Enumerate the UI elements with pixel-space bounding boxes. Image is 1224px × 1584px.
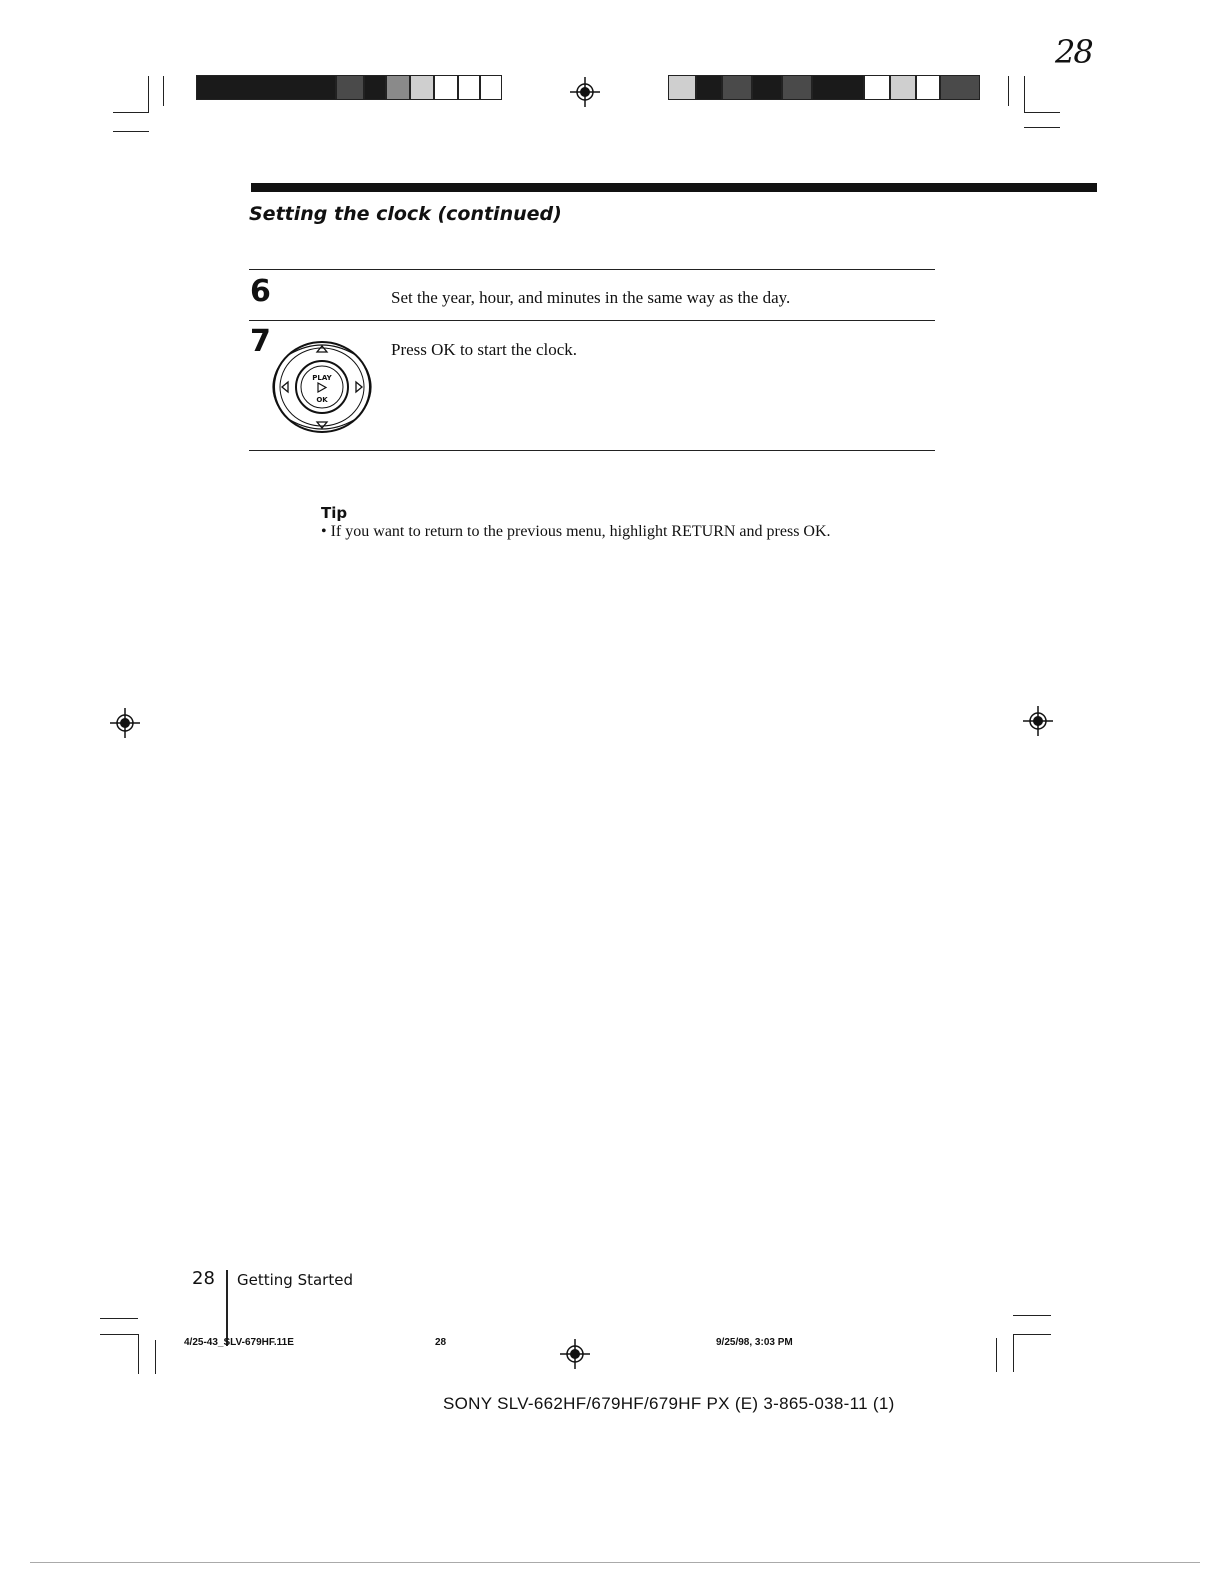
crop-mark-top-right-v bbox=[1008, 76, 1009, 106]
bar-cell bbox=[752, 75, 782, 100]
bar-cell bbox=[916, 75, 940, 100]
crop-mark-top-right-h bbox=[1024, 112, 1060, 113]
document-id: SONY SLV-662HF/679HF/679HF PX (E) 3-865-038-11 (1) bbox=[443, 1394, 895, 1413]
section-title: Setting the clock (continued) bbox=[249, 203, 562, 225]
color-bar-right bbox=[668, 75, 980, 100]
step-text-7: Press OK to start the clock. bbox=[391, 340, 578, 359]
footer-section-name: Getting Started bbox=[237, 1271, 353, 1289]
crop-mark-top-left-v2 bbox=[163, 76, 164, 106]
bar-cell bbox=[782, 75, 812, 100]
crop-mark-bottom-left-v2 bbox=[155, 1340, 156, 1374]
scan-edge-line bbox=[30, 1562, 1200, 1563]
play-label: PLAY bbox=[312, 374, 332, 382]
handwritten-page-number: 28 bbox=[1055, 33, 1092, 71]
bar-cell bbox=[722, 75, 752, 100]
step-number-6: 6 bbox=[250, 274, 271, 309]
crop-mark-bottom-right-h bbox=[1013, 1334, 1051, 1335]
crop-mark-top-right-h2 bbox=[1024, 127, 1060, 128]
crop-mark-bottom-right-v2 bbox=[1013, 1334, 1014, 1372]
tip-item: • If you want to return to the previous menu, highlight RETURN and press OK. bbox=[321, 523, 831, 540]
footer-separator bbox=[226, 1270, 228, 1346]
crop-mark-top-left-v bbox=[148, 76, 149, 112]
crop-mark-top-left-h2 bbox=[113, 131, 149, 132]
bar-cell bbox=[812, 75, 864, 100]
slug-file: 4/25-43_SLV-679HF.11E bbox=[184, 1337, 294, 1348]
remote-dial-illustration bbox=[270, 338, 374, 436]
crop-mark-bottom-left-h2 bbox=[100, 1334, 138, 1335]
slug-datetime: 9/25/98, 3:03 PM bbox=[716, 1337, 793, 1348]
bar-cell bbox=[480, 75, 502, 100]
bar-cell bbox=[434, 75, 458, 100]
registration-mark-top bbox=[570, 77, 600, 107]
bar-cell bbox=[458, 75, 480, 100]
step-divider-rule bbox=[249, 320, 935, 321]
bar-cell bbox=[364, 75, 386, 100]
crop-mark-bottom-right-v bbox=[996, 1338, 997, 1372]
step-text-6: Set the year, hour, and minutes in the same way as the day. bbox=[391, 288, 791, 307]
registration-mark-bottom bbox=[560, 1339, 590, 1369]
crop-mark-bottom-left-h bbox=[100, 1318, 138, 1319]
crop-mark-top-right-v2 bbox=[1024, 76, 1025, 112]
section-rule bbox=[251, 183, 1097, 192]
slug-page: 28 bbox=[435, 1337, 447, 1348]
step-table-bottom-rule bbox=[249, 450, 935, 451]
step-number-7: 7 bbox=[250, 324, 271, 359]
ok-label: OK bbox=[316, 396, 328, 404]
bar-cell bbox=[864, 75, 890, 100]
bar-cell bbox=[336, 75, 364, 100]
crop-mark-bottom-left-v bbox=[138, 1334, 139, 1374]
registration-mark-right bbox=[1023, 706, 1053, 736]
registration-mark-left bbox=[110, 708, 140, 738]
bar-cell bbox=[890, 75, 916, 100]
bar-cell bbox=[696, 75, 722, 100]
bar-cell bbox=[410, 75, 434, 100]
bar-cell bbox=[668, 75, 696, 100]
crop-mark-top-left-h bbox=[113, 112, 149, 113]
color-bar-left bbox=[196, 75, 502, 100]
footer-page-number: 28 bbox=[192, 1268, 215, 1289]
bar-cell bbox=[386, 75, 410, 100]
crop-mark-bottom-right-h2 bbox=[1013, 1315, 1051, 1316]
tip-heading: Tip bbox=[321, 504, 348, 522]
bar-cell bbox=[196, 75, 336, 100]
bar-cell bbox=[940, 75, 980, 100]
step-table-top-rule bbox=[249, 269, 935, 270]
